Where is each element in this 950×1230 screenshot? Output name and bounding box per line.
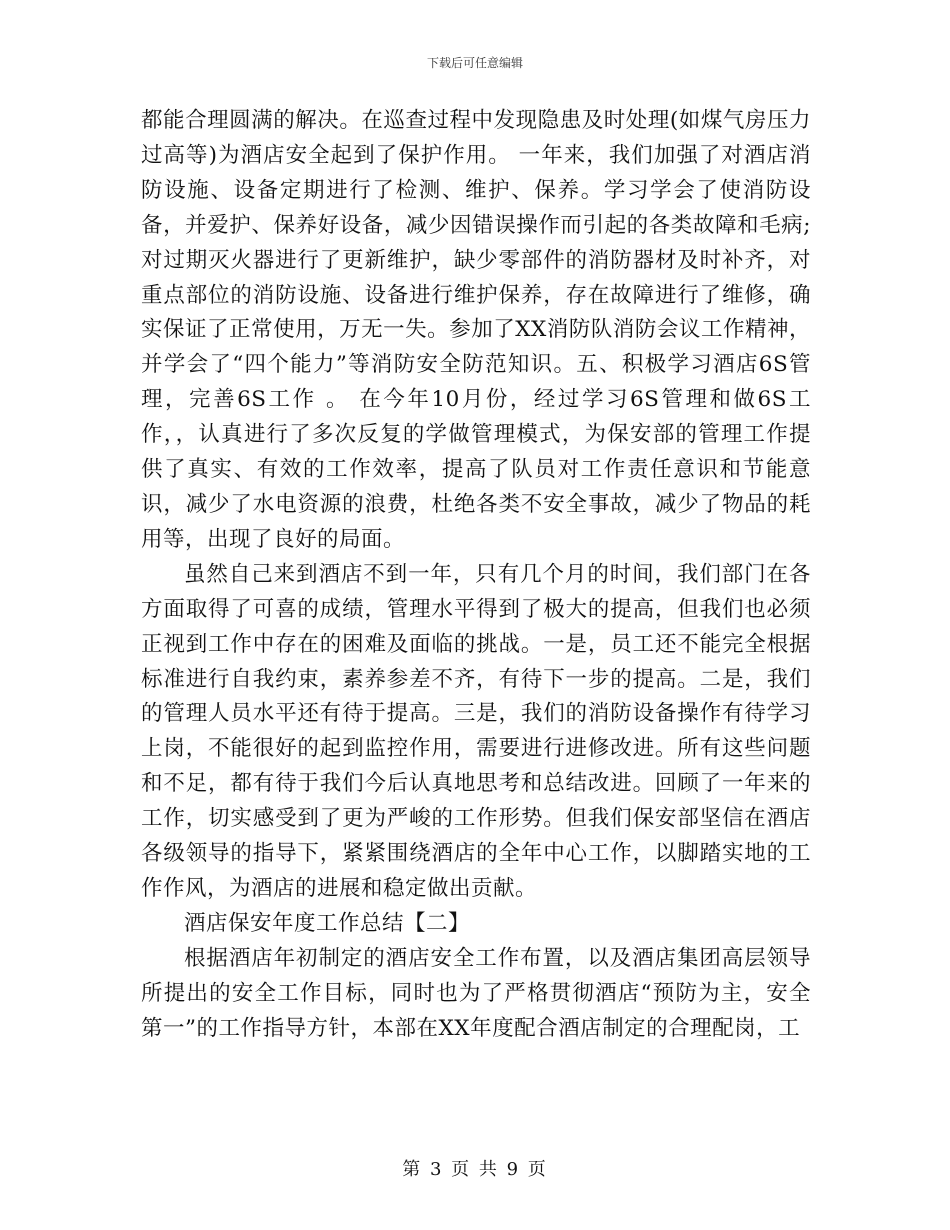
paragraph-1: 都能合理圆满的解决。在巡查过程中发现隐患及时处理(如煤气房压力过高等)为酒店安全起到了保护作用。 一年来，我们加强了对酒店消防设施、设备定期进行了检测、维护、保养。学习学会了使消防设备，并爱护、保养好设备，减少因错误操作而引起的各类故障和毛病;对过期灭火器进行了更新维护，缺少零部件的消防器材及时补齐，对重点部位的消防设施、设备进行维护保养，存在故障进行了维修，确实保证了正常使用，万无一失。参加了XX消防队消防会议工作精神，并学会了“四个能力”等消防安全防范知识。五、积极学习酒店6S管理，完善6S工作 。 在今年10月份，经过学习6S管理和做6S工作，，认真进行了多次反复的学做管理模式，为保安部的管理工作提供了真实、有效的工作效率，提高了队员对工作责任意识和节能意识，减少了水电资源的浪费，杜绝各类不安全事故，减少了物品的耗用等，出现了良好的局面。 [141, 108, 811, 552]
document-body [141, 104, 811, 1046]
paragraph-3: 根据酒店年初制定的酒店安全工作布置，以及酒店集团高层领导所提出的安全工作目标，同时也为了严格贯彻酒店“预防为主，安全第一”的工作指导方针，本部在XX年度配合酒店制定的合理配岗，工 [141, 945, 811, 1041]
page-number-footer: 第 3 页 共 9 页 [402, 1159, 548, 1180]
section-heading: 酒店保安年度工作总结【二】 [184, 910, 471, 936]
paragraph-2: 虽然自己来到酒店不到一年，只有几个月的时间，我们部门在各方面取得了可喜的成绩，管理水平得到了极大的提高，但我们也必须正视到工作中存在的困难及面临的挑战。一是，员工还不能完全根据标准进行自我约束，素养参差不齐，有待下一步的提高。二是，我们的管理人员水平还有待于提高。三是，我们的消防设备操作有待学习上岗，不能很好的起到监控作用，需要进行进修改进。所有这些问题和不足，都有待于我们今后认真地思考和总结改进。回顾了一年来的工作，切实感受到了更为严峻的工作形势。但我们保安部坚信在酒店各级领导的指导下，紧紧围绕酒店的全年中心工作，以脚踏实地的工作作风，为酒店的进展和稳定做出贡献。 [141, 561, 811, 901]
page-header: 下载后可任意编辑 [426, 56, 523, 70]
